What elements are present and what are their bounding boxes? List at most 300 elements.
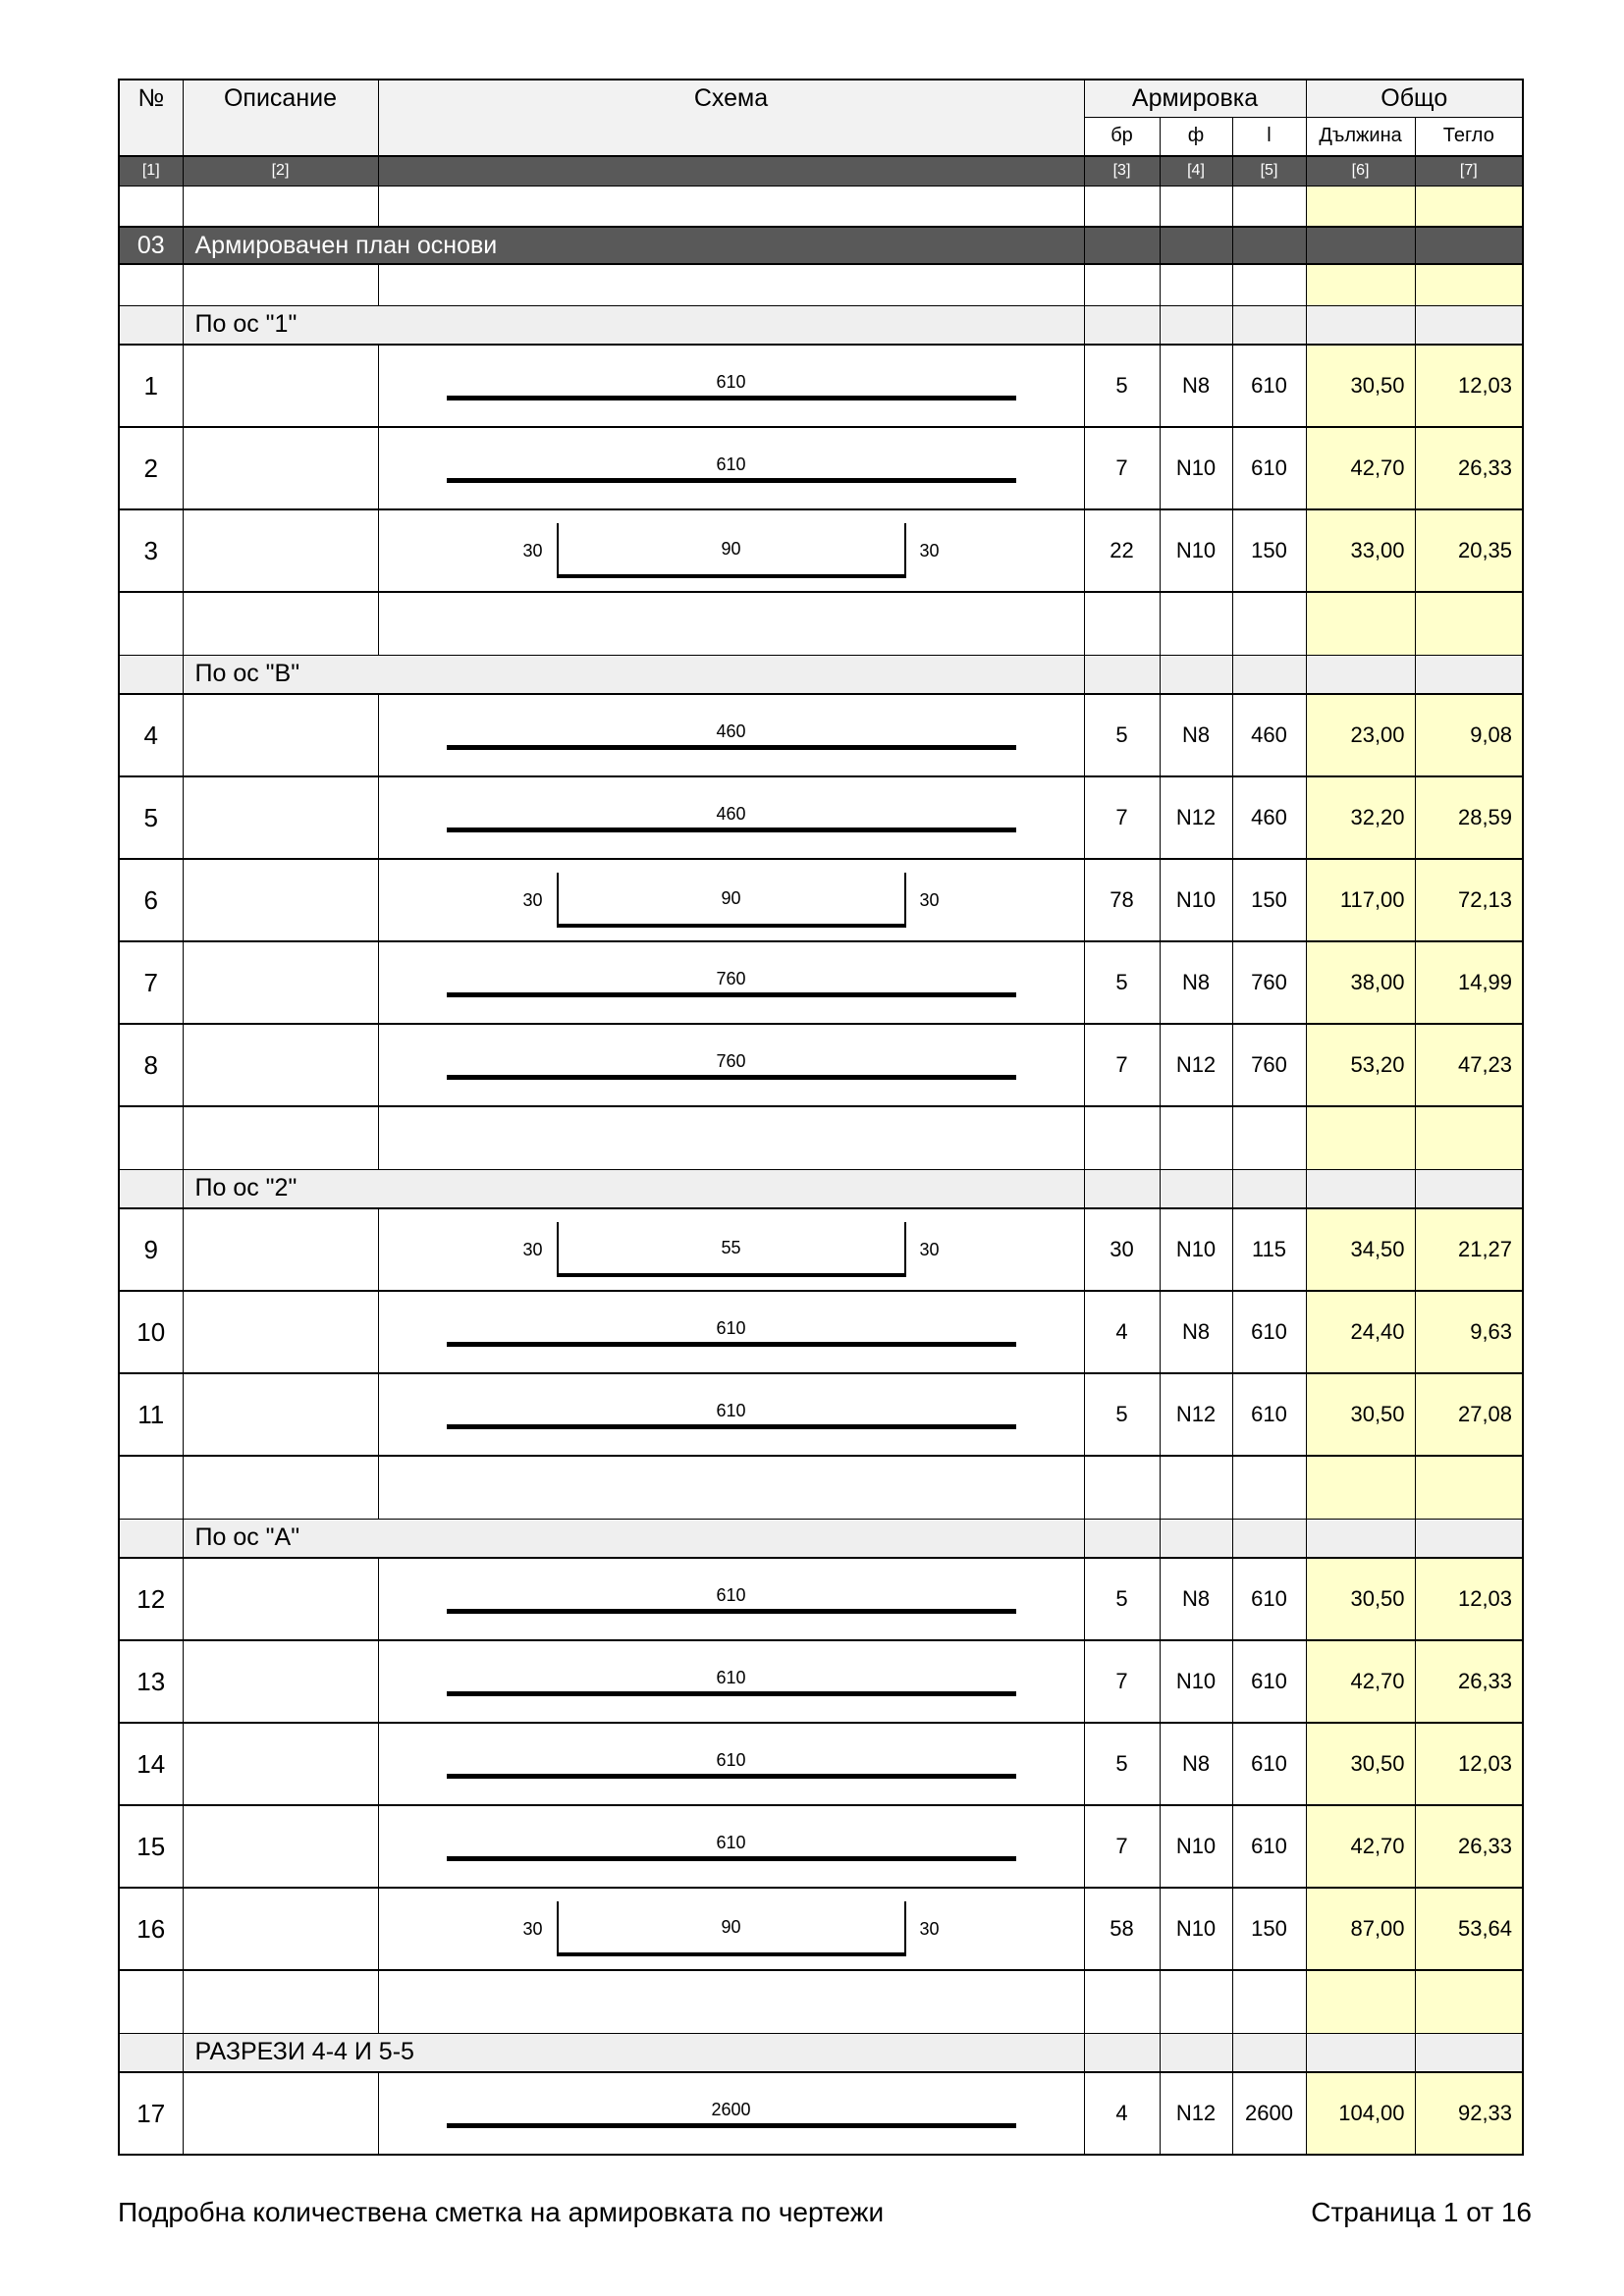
data-row [119, 1291, 1523, 1373]
description-cell [183, 1291, 378, 1373]
row-number-cell: 4 [119, 694, 183, 776]
spacer-num-cell [119, 1456, 183, 1519]
schema-cell [378, 776, 1084, 859]
weight-cell: 28,59 [1415, 776, 1523, 859]
index-cell: [2] [183, 156, 378, 186]
bar-line [447, 745, 1016, 750]
schema-dim-label-middle: 90 [721, 1917, 741, 1937]
title-count-cell [1084, 227, 1160, 264]
spacer-weight-cell [1415, 186, 1523, 227]
bar-line [447, 992, 1016, 997]
row-number-cell: 5 [119, 776, 183, 859]
bar-schema-straight [379, 803, 1084, 832]
length-cell: 760 [1232, 941, 1306, 1024]
bar-line [447, 1342, 1016, 1347]
bar-schema-u-shape [379, 1222, 1084, 1277]
row-number-cell: 10 [119, 1291, 183, 1373]
diameter-cell: N10 [1160, 1640, 1232, 1723]
spacer-description-cell [183, 1106, 378, 1169]
spacer-num-cell [119, 592, 183, 655]
schema-dim-label-right: 30 [919, 541, 940, 561]
spacer-description-cell [183, 186, 378, 227]
spacer-diameter-cell [1160, 1106, 1232, 1169]
schema-dim-label: 610 [716, 1668, 746, 1688]
column-group-reinforcement: Армировка [1084, 80, 1306, 117]
schema-cell [378, 1640, 1084, 1723]
schema-cell [378, 1723, 1084, 1805]
diameter-cell: N10 [1160, 509, 1232, 592]
schema-dim-label: 760 [716, 969, 746, 989]
weight-cell: 9,08 [1415, 694, 1523, 776]
spacer-schema-cell [378, 1106, 1084, 1169]
section-total-length-cell [1306, 2033, 1415, 2072]
total-length-cell: 38,00 [1306, 941, 1415, 1024]
row-number-cell: 15 [119, 1805, 183, 1888]
description-cell [183, 1805, 378, 1888]
section-weight-cell [1415, 1519, 1523, 1558]
schema-cell [378, 1558, 1084, 1640]
spacer-total-length-cell [1306, 264, 1415, 305]
spacer-description-cell [183, 264, 378, 305]
section-label-cell: По ос "2" [183, 1169, 1084, 1208]
schema-dim-label-right: 30 [919, 1919, 940, 1939]
section-label-cell: По ос "В" [183, 655, 1084, 694]
weight-cell: 21,27 [1415, 1208, 1523, 1291]
count-cell: 5 [1084, 345, 1160, 427]
column-header-num: № [119, 80, 183, 156]
row-number-cell: 17 [119, 2072, 183, 2155]
data-row [119, 1024, 1523, 1106]
spacer-length-cell [1232, 186, 1306, 227]
description-cell [183, 2072, 378, 2155]
spacer-count-cell [1084, 592, 1160, 655]
section-diameter-cell [1160, 655, 1232, 694]
data-row [119, 941, 1523, 1024]
count-cell: 5 [1084, 941, 1160, 1024]
length-cell: 460 [1232, 694, 1306, 776]
table-body [119, 186, 1523, 2155]
schema-dim-label: 460 [716, 804, 746, 825]
u-shape [557, 1222, 906, 1277]
title-length-cell [1232, 227, 1306, 264]
data-row [119, 427, 1523, 509]
schema-cell [378, 1888, 1084, 1970]
index-cell: [5] [1232, 156, 1306, 186]
spacer-num-cell [119, 1106, 183, 1169]
count-cell: 78 [1084, 859, 1160, 941]
section-num-cell [119, 1519, 183, 1558]
spacer-description-cell [183, 592, 378, 655]
schema-cell [378, 345, 1084, 427]
row-number-cell: 7 [119, 941, 183, 1024]
spacer-diameter-cell [1160, 264, 1232, 305]
total-length-cell: 30,50 [1306, 1723, 1415, 1805]
header-row-index [119, 156, 1523, 186]
weight-cell: 92,33 [1415, 2072, 1523, 2155]
length-cell: 610 [1232, 1640, 1306, 1723]
row-number-cell: 14 [119, 1723, 183, 1805]
data-row [119, 1558, 1523, 1640]
spacer-description-cell [183, 1456, 378, 1519]
count-cell: 58 [1084, 1888, 1160, 1970]
footer-document-title: Подробна количествена сметка на армировката по чертежи [118, 2197, 885, 2227]
description-cell [183, 859, 378, 941]
bar-schema-straight [379, 1749, 1084, 1779]
length-cell: 150 [1232, 509, 1306, 592]
description-cell [183, 1888, 378, 1970]
section-weight-cell [1415, 2033, 1523, 2072]
weight-cell: 9,63 [1415, 1291, 1523, 1373]
diameter-cell: N12 [1160, 2072, 1232, 2155]
index-cell: [1] [119, 156, 183, 186]
length-cell: 610 [1232, 427, 1306, 509]
spacer-diameter-cell [1160, 186, 1232, 227]
bar-schema-straight [379, 968, 1084, 997]
data-row [119, 509, 1523, 592]
total-length-cell: 42,70 [1306, 1805, 1415, 1888]
section-count-cell [1084, 305, 1160, 345]
schema-cell [378, 1373, 1084, 1456]
total-length-cell: 42,70 [1306, 1640, 1415, 1723]
diameter-cell: N8 [1160, 694, 1232, 776]
spacer-schema-cell [378, 1970, 1084, 2033]
spacer-total-length-cell [1306, 186, 1415, 227]
title-diameter-cell [1160, 227, 1232, 264]
weight-cell: 72,13 [1415, 859, 1523, 941]
schema-dim-label-middle: 55 [721, 1238, 741, 1257]
u-shape [557, 523, 906, 578]
description-cell [183, 941, 378, 1024]
section-total-length-cell [1306, 655, 1415, 694]
schema-dim-label-right: 30 [919, 1240, 940, 1259]
bar-line [447, 1609, 1016, 1614]
bar-line [447, 828, 1016, 832]
bar-line [447, 2123, 1016, 2128]
bar-line [447, 1856, 1016, 1861]
description-cell [183, 1208, 378, 1291]
diameter-cell: N10 [1160, 859, 1232, 941]
total-length-cell: 30,50 [1306, 1373, 1415, 1456]
row-number-cell: 12 [119, 1558, 183, 1640]
diameter-cell: N10 [1160, 1888, 1232, 1970]
weight-cell: 20,35 [1415, 509, 1523, 592]
column-header-length: l [1232, 117, 1306, 156]
schema-dim-label-left: 30 [522, 890, 543, 910]
section-diameter-cell [1160, 1519, 1232, 1558]
section-diameter-cell [1160, 305, 1232, 345]
schema-dim-label-right: 30 [919, 890, 940, 910]
section-label-cell: РАЗРЕЗИ 4-4 И 5-5 [183, 2033, 1084, 2072]
description-cell [183, 1640, 378, 1723]
total-length-cell: 104,00 [1306, 2072, 1415, 2155]
bar-schema-straight [379, 1400, 1084, 1429]
total-length-cell: 24,40 [1306, 1291, 1415, 1373]
spacer-num-cell [119, 264, 183, 305]
u-shape [557, 873, 906, 928]
data-row [119, 1723, 1523, 1805]
data-row [119, 859, 1523, 941]
total-length-cell: 42,70 [1306, 427, 1415, 509]
bar-schema-straight [379, 371, 1084, 400]
schema-dim-label: 610 [716, 1318, 746, 1339]
index-cell: [4] [1160, 156, 1232, 186]
index-cell: [3] [1084, 156, 1160, 186]
schema-cell [378, 941, 1084, 1024]
diameter-cell: N10 [1160, 1805, 1232, 1888]
length-cell: 2600 [1232, 2072, 1306, 2155]
spacer-row [119, 1106, 1523, 1169]
schema-dim-label-left: 30 [522, 541, 543, 561]
section-num-cell [119, 2033, 183, 2072]
count-cell: 5 [1084, 694, 1160, 776]
spacer-length-cell [1232, 1456, 1306, 1519]
diameter-cell: N12 [1160, 776, 1232, 859]
section-length-cell [1232, 2033, 1306, 2072]
weight-cell: 47,23 [1415, 1024, 1523, 1106]
spacer-total-length-cell [1306, 1970, 1415, 2033]
spacer-row [119, 592, 1523, 655]
bar-schema-straight [379, 2099, 1084, 2128]
length-cell: 610 [1232, 1558, 1306, 1640]
title-weight-cell [1415, 227, 1523, 264]
schema-dim-label: 610 [716, 372, 746, 393]
description-cell [183, 776, 378, 859]
diameter-cell: N8 [1160, 345, 1232, 427]
spacer-count-cell [1084, 264, 1160, 305]
title-total-length-cell [1306, 227, 1415, 264]
schema-cell [378, 694, 1084, 776]
bar-schema-straight [379, 721, 1084, 750]
description-cell [183, 427, 378, 509]
schema-dim-label-middle: 90 [721, 539, 741, 559]
spacer-num-cell [119, 186, 183, 227]
schema-dim-label: 760 [716, 1051, 746, 1072]
data-row [119, 1640, 1523, 1723]
row-number-cell: 3 [119, 509, 183, 592]
section-length-cell [1232, 305, 1306, 345]
row-number-cell: 11 [119, 1373, 183, 1456]
column-header-diameter: ф [1160, 117, 1232, 156]
column-group-total: Общо [1306, 80, 1523, 117]
spacer-total-length-cell [1306, 592, 1415, 655]
schema-dim-label: 610 [716, 454, 746, 475]
count-cell: 7 [1084, 427, 1160, 509]
section-count-cell [1084, 1519, 1160, 1558]
description-cell [183, 1024, 378, 1106]
bar-line [447, 478, 1016, 483]
count-cell: 4 [1084, 2072, 1160, 2155]
total-length-cell: 33,00 [1306, 509, 1415, 592]
description-cell [183, 345, 378, 427]
schema-dim-label: 460 [716, 721, 746, 742]
section-num-cell [119, 305, 183, 345]
bar-schema-straight [379, 1667, 1084, 1696]
row-number-cell: 13 [119, 1640, 183, 1723]
length-cell: 150 [1232, 859, 1306, 941]
section-weight-cell [1415, 305, 1523, 345]
section-weight-cell [1415, 1169, 1523, 1208]
spacer-count-cell [1084, 1106, 1160, 1169]
length-cell: 460 [1232, 776, 1306, 859]
bar-schema-u-shape [379, 523, 1084, 578]
description-cell [183, 1558, 378, 1640]
count-cell: 5 [1084, 1558, 1160, 1640]
section-length-cell [1232, 655, 1306, 694]
bar-schema-u-shape [379, 873, 1084, 928]
section-count-cell [1084, 1169, 1160, 1208]
spacer-weight-cell [1415, 592, 1523, 655]
length-cell: 610 [1232, 1373, 1306, 1456]
spacer-schema-cell [378, 264, 1084, 305]
count-cell: 7 [1084, 1024, 1160, 1106]
schema-dim-label: 610 [716, 1750, 746, 1771]
column-header-description: Описание [183, 80, 378, 156]
total-length-cell: 87,00 [1306, 1888, 1415, 1970]
total-length-cell: 34,50 [1306, 1208, 1415, 1291]
total-length-cell: 117,00 [1306, 859, 1415, 941]
spacer-diameter-cell [1160, 1456, 1232, 1519]
row-number-cell: 9 [119, 1208, 183, 1291]
row-number-cell: 8 [119, 1024, 183, 1106]
schema-cell [378, 1805, 1084, 1888]
weight-cell: 27,08 [1415, 1373, 1523, 1456]
total-length-cell: 23,00 [1306, 694, 1415, 776]
diameter-cell: N8 [1160, 1723, 1232, 1805]
diameter-cell: N12 [1160, 1024, 1232, 1106]
section-diameter-cell [1160, 1169, 1232, 1208]
data-row [119, 345, 1523, 427]
section-row [119, 655, 1523, 694]
section-diameter-cell [1160, 2033, 1232, 2072]
rebar-quantity-table [118, 79, 1524, 2156]
section-length-cell [1232, 1519, 1306, 1558]
weight-cell: 26,33 [1415, 1640, 1523, 1723]
spacer-count-cell [1084, 186, 1160, 227]
bar-line [447, 1691, 1016, 1696]
row-number-cell: 16 [119, 1888, 183, 1970]
schema-cell [378, 859, 1084, 941]
bar-schema-straight [379, 454, 1084, 483]
schema-dim-label: 610 [716, 1585, 746, 1606]
spacer-description-cell [183, 1970, 378, 2033]
diameter-cell: N8 [1160, 941, 1232, 1024]
description-cell [183, 1723, 378, 1805]
weight-cell: 12,03 [1415, 345, 1523, 427]
schema-dim-label-left: 30 [522, 1919, 543, 1939]
data-row [119, 2072, 1523, 2155]
spacer-total-length-cell [1306, 1106, 1415, 1169]
bar-line [447, 1075, 1016, 1080]
section-count-cell [1084, 2033, 1160, 2072]
row-number-cell: 6 [119, 859, 183, 941]
weight-cell: 26,33 [1415, 1805, 1523, 1888]
section-total-length-cell [1306, 1169, 1415, 1208]
schema-dim-label-middle: 90 [721, 888, 741, 908]
footer-page-number: Страница 1 от 16 [1311, 2197, 1532, 2227]
section-label-cell: По ос "1" [183, 305, 1084, 345]
plan-number-cell: 03 [119, 227, 183, 264]
diameter-cell: N8 [1160, 1291, 1232, 1373]
index-cell: [6] [1306, 156, 1415, 186]
weight-cell: 14,99 [1415, 941, 1523, 1024]
count-cell: 30 [1084, 1208, 1160, 1291]
spacer-length-cell [1232, 592, 1306, 655]
section-num-cell [119, 1169, 183, 1208]
schema-cell [378, 2072, 1084, 2155]
count-cell: 22 [1084, 509, 1160, 592]
spacer-row [119, 264, 1523, 305]
spacer-row [119, 1970, 1523, 2033]
length-cell: 610 [1232, 345, 1306, 427]
column-header-total-length: Дължина [1306, 117, 1415, 156]
spacer-count-cell [1084, 1456, 1160, 1519]
schema-dim-label: 610 [716, 1833, 746, 1853]
section-row [119, 1169, 1523, 1208]
bar-line [447, 1774, 1016, 1779]
spacer-schema-cell [378, 592, 1084, 655]
length-cell: 115 [1232, 1208, 1306, 1291]
spacer-num-cell [119, 1970, 183, 2033]
count-cell: 4 [1084, 1291, 1160, 1373]
diameter-cell: N10 [1160, 1208, 1232, 1291]
data-row [119, 776, 1523, 859]
section-row [119, 2033, 1523, 2072]
section-total-length-cell [1306, 305, 1415, 345]
bar-line [447, 396, 1016, 400]
bar-schema-straight [379, 1832, 1084, 1861]
spacer-length-cell [1232, 264, 1306, 305]
count-cell: 5 [1084, 1723, 1160, 1805]
spacer-diameter-cell [1160, 1970, 1232, 2033]
page-footer [118, 2197, 1532, 2228]
length-cell: 150 [1232, 1888, 1306, 1970]
data-row [119, 1208, 1523, 1291]
index-cell [378, 156, 1084, 186]
section-weight-cell [1415, 655, 1523, 694]
bar-schema-u-shape [379, 1901, 1084, 1956]
count-cell: 7 [1084, 776, 1160, 859]
count-cell: 7 [1084, 1640, 1160, 1723]
bar-schema-straight [379, 1584, 1084, 1614]
total-length-cell: 30,50 [1306, 1558, 1415, 1640]
schema-dim-label: 610 [716, 1401, 746, 1421]
schema-dim-label: 2600 [711, 2100, 751, 2120]
weight-cell: 12,03 [1415, 1723, 1523, 1805]
count-cell: 5 [1084, 1373, 1160, 1456]
plan-title-row [119, 227, 1523, 264]
spacer-diameter-cell [1160, 592, 1232, 655]
spacer-length-cell [1232, 1106, 1306, 1169]
diameter-cell: N12 [1160, 1373, 1232, 1456]
data-row [119, 1373, 1523, 1456]
data-row [119, 1805, 1523, 1888]
spacer-schema-cell [378, 186, 1084, 227]
diameter-cell: N8 [1160, 1558, 1232, 1640]
spacer-weight-cell [1415, 1456, 1523, 1519]
index-cell: [7] [1415, 156, 1523, 186]
section-row [119, 1519, 1523, 1558]
length-cell: 610 [1232, 1805, 1306, 1888]
spacer-weight-cell [1415, 1106, 1523, 1169]
bar-schema-straight [379, 1317, 1084, 1347]
column-header-weight: Тегло [1415, 117, 1523, 156]
spacer-count-cell [1084, 1970, 1160, 2033]
data-row [119, 694, 1523, 776]
length-cell: 610 [1232, 1723, 1306, 1805]
spacer-row [119, 186, 1523, 227]
count-cell: 7 [1084, 1805, 1160, 1888]
length-cell: 760 [1232, 1024, 1306, 1106]
